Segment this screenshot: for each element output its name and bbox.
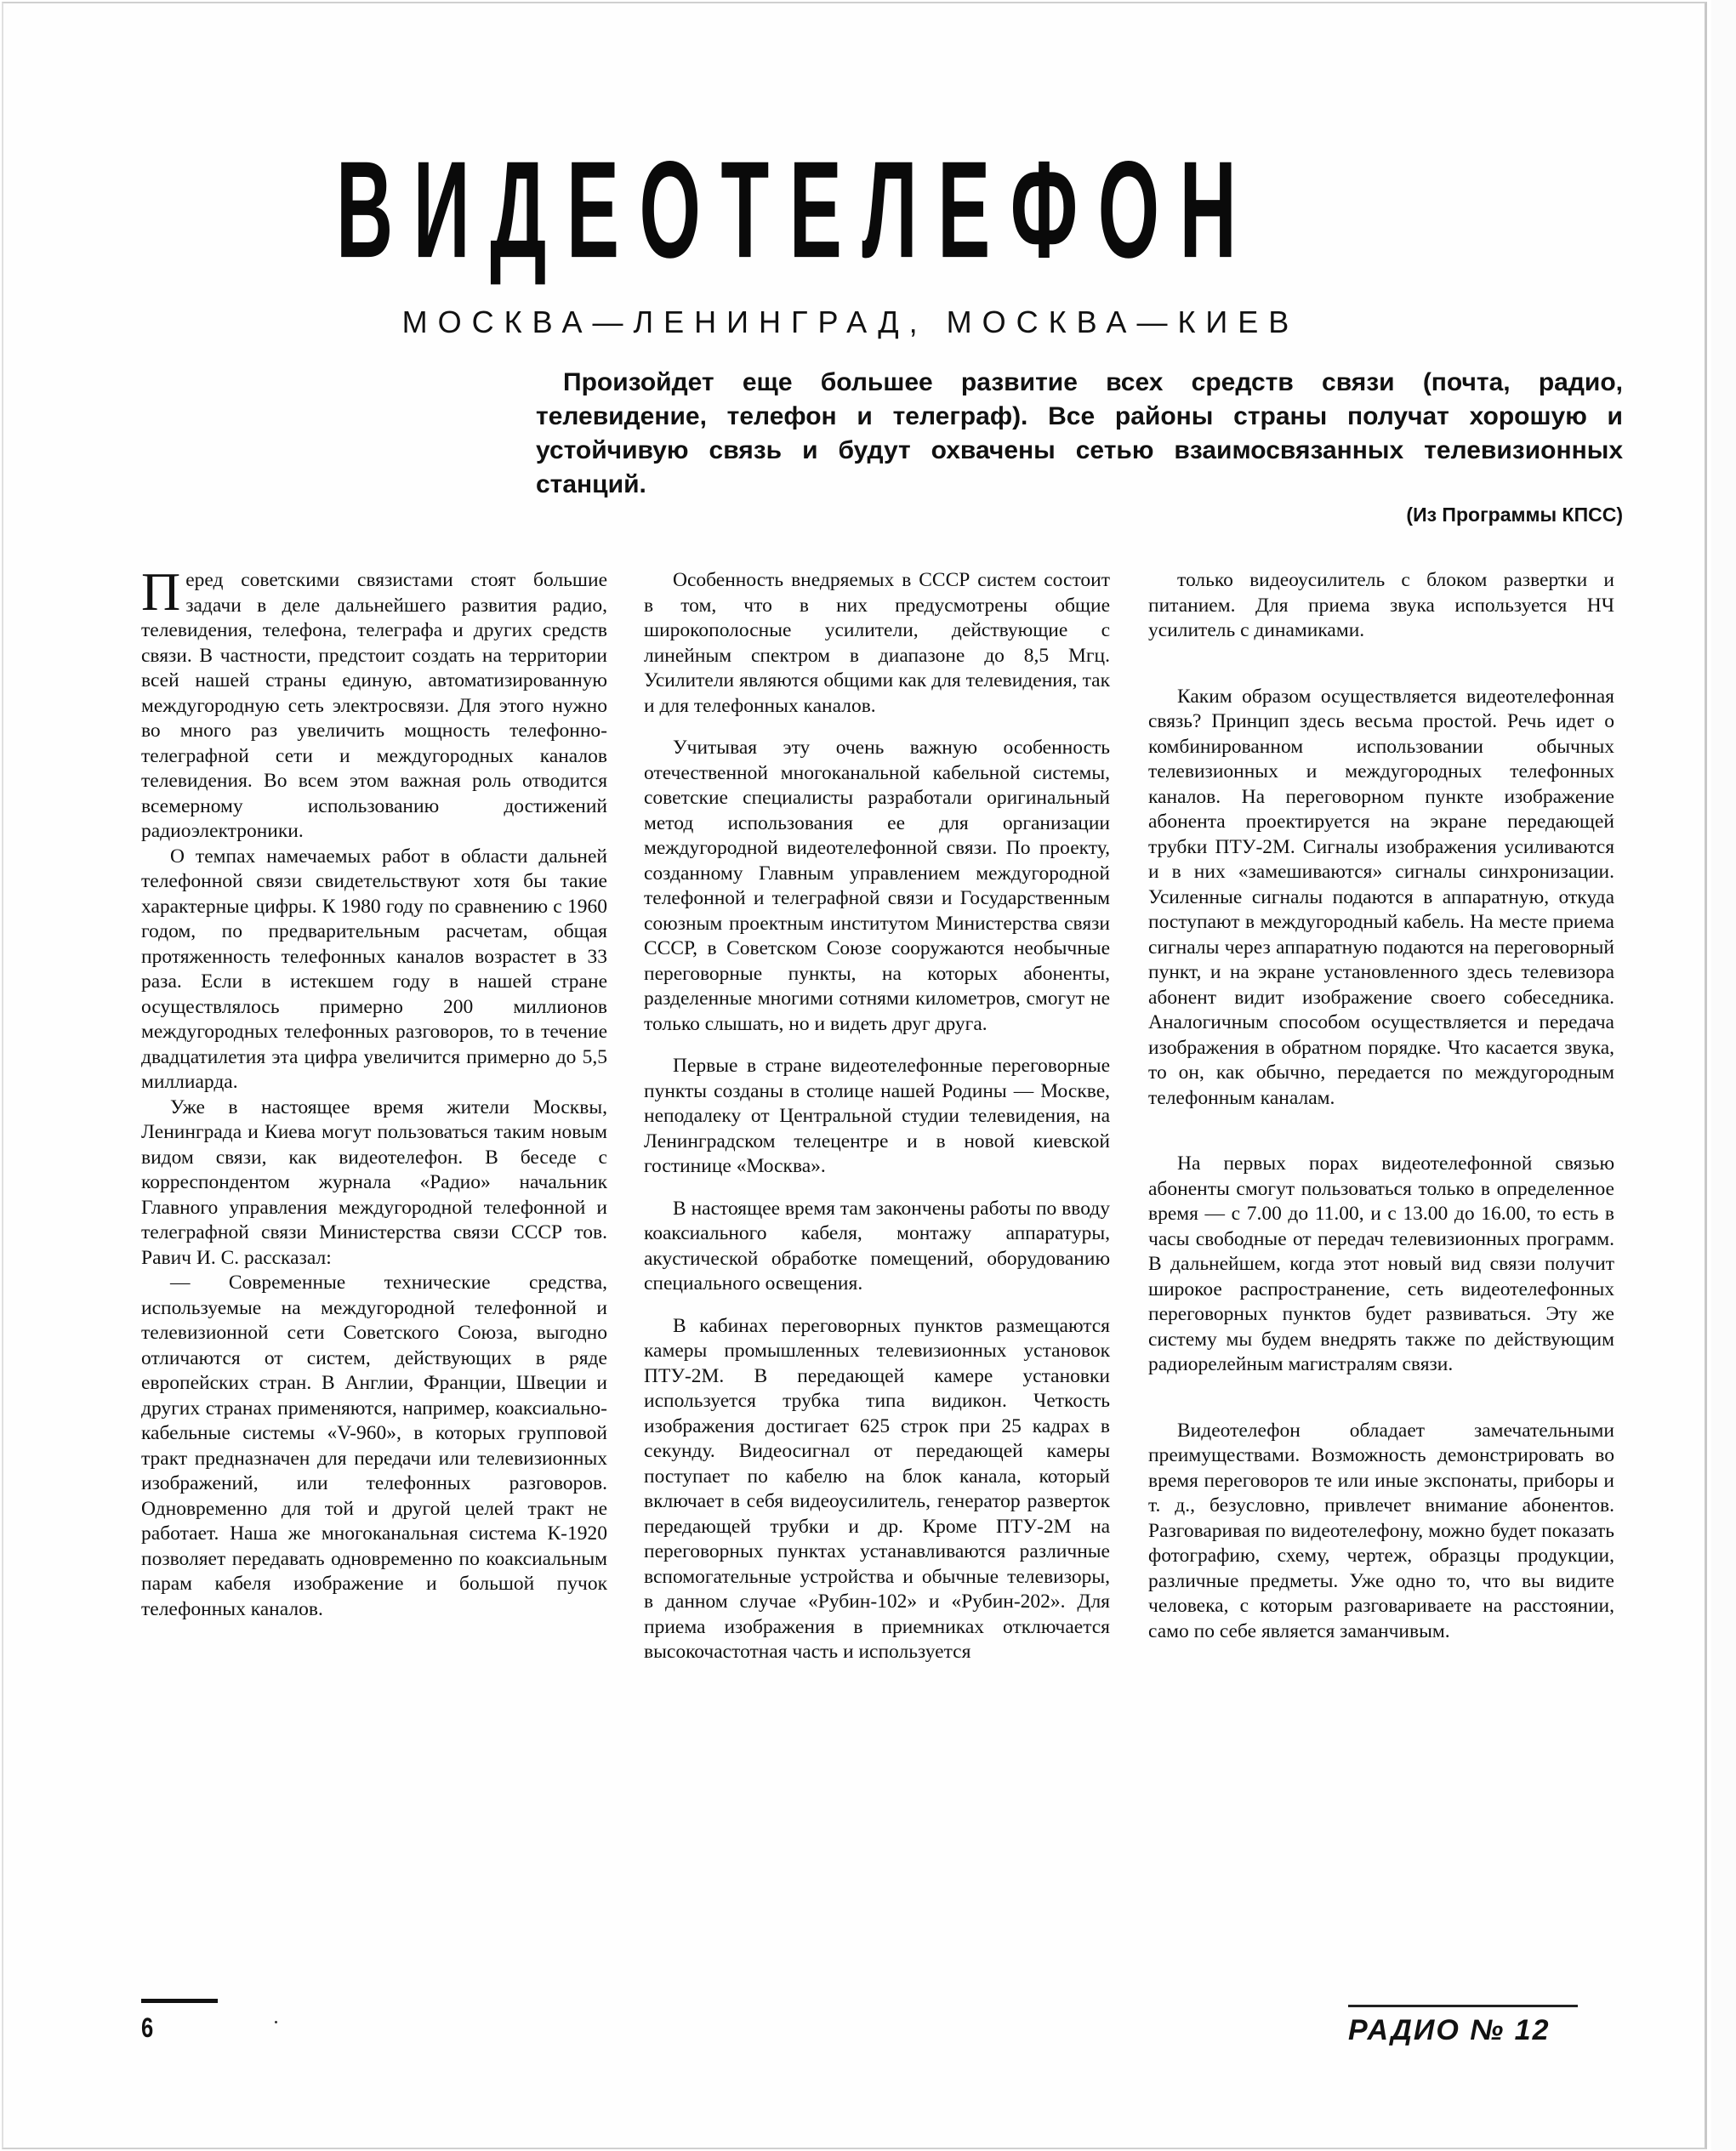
paragraph: Видеотелефон обладает замечательными преимуществами. Возможность демонстрировать во время переговоров те или иные экспонаты, приборы и т. д., безусловно, привлечет внимание абонентов. Разговаривая по видеотелефону, можно будет показать фотографию, схему, чертеж, образцы продукции, различные предметы. Уже одно то, что вы видите человека, с которым разговариваете на расстоянии, само по себе является заманчивым. xyxy=(1148,1419,1614,1642)
text-column-1 xyxy=(141,561,607,1622)
paragraph: О темпах намечаемых работ в области дальней телефонной связи свидетельствуют хотя бы такие характерные цифры. К 1980 году по сравнению с 1960 годом, по предварительным расчетам, общая протяженность телефонных каналов возрастет в 33 раза. Если в истекшем году в нашей стране осуществлялось примерно 200 миллионов междугородных телефонных разговоров, то в течение двадцатилетия эта цифра увеличится примерно до 5,5 миллиарда. xyxy=(141,845,607,1093)
paragraph: только видеоусилитель с блоком развертки и питанием. Для приема звука используется НЧ усилитель с динамиками. xyxy=(1148,569,1614,641)
paragraph: В кабинах переговорных пунктов размещаются камеры промышленных телевизионных установок ПТУ-2М. В передающей камере установки используется трубка типа видикон. Четкость изображения достигает 625 строк при 25 кадрах в секунду. Видеосигнал от передающей камеры поступает по кабелю на блок канала, который включает в себя видеоусилитель, генератор разверток передающей трубки и др. Кроме ПТУ-2М на переговорных пунктах устанавливаются различные вспомогательные устройства и обычные телевизоры, в данном случае «Рубин-102» и «Рубин-202». Для приема изображения в приемниках отключается высокочастотная часть и используется xyxy=(644,1314,1110,1663)
title-container xyxy=(336,132,1459,289)
paragraph: Каким образом осуществляется видеотелефонная связь? Принцип здесь весьма простой. Речь идет о комбинированном использовании обычных телевизионных и междугородных телефонных каналов. На переговорном пункте изображение абонента проектируется на экране передающей трубки ПТУ-2М. Сигналы изображения усиливаются и в них «замешиваются» сигналы синхронизации. Усиленные сигналы подаются в аппаратную, откуда поступают в междугородный кабель. На месте приема сигналы через аппаратную подаются на переговорный пункт, и на экране установленного здесь телевизора абонент видит изображение своего собеседника. Аналогичным способом осуществляется и передача изображения в обратном порядке. Что касается звука, то он, как обычно, передается по междугородным телефонным каналам. xyxy=(1148,685,1614,1109)
paragraph: Особенность внедряемых в СССР систем состоит в том, что в них предусмотрены общие широкополосные усилители, действующие с линейным спектром в диапазоне до 8,5 Мгц. Усилители являются общими как для телевидения, так и для телефонных каналов. xyxy=(644,569,1110,717)
paragraph: В настоящее время там закончены работы по вводу коаксиального кабеля, монтажу аппаратуры, акустической обработке помещений, оборудованию специального освещения. xyxy=(644,1197,1110,1295)
paragraph: Первые в стране видеотелефонные переговорные пункты созданы в столице нашей Родины — Москве, неподалеку от Центральной студии телевидения, на Ленинградском телецентре и в новой киевской гостинице «Москва». xyxy=(644,1055,1110,1177)
article-title: ВИДЕОТЕЛЕФОН xyxy=(336,132,1257,287)
paragraph xyxy=(141,561,607,845)
text-column-2 xyxy=(644,568,1110,1665)
paragraph-text: еред советскими связистами стоят большие задачи в деле дальнейшего развития радио, телевидения, телефона, телеграфа и других средств связи. В частности, предстоит создать на территории всей нашей страны единую, автоматизированную междугородную сеть электросвязи. Для этого нужно во много раз увеличить мощность телефонно-телеграфной сети и междугородных каналов телевидения. Во всем этом важная роль отводится всемерному использованию достижений радиоэлектроники. xyxy=(141,569,607,842)
magazine-issue-label: РАДИО № 12 xyxy=(1348,2014,1551,2046)
epigraph-source: (Из Программы КПСС) xyxy=(1406,504,1623,526)
scan-speck xyxy=(275,2021,277,2023)
drop-cap: П xyxy=(141,561,181,622)
page-gutter xyxy=(1711,0,1736,2151)
text-column-3 xyxy=(1148,568,1614,1644)
page-number: 6 xyxy=(141,2012,154,2043)
paragraph: Учитывая эту очень важную особенность отечественной многоканальной кабельной системы, советские специалисты разработали оригинальный метод использования ее для организации междугородной видеотелефонной связи. По проекту, созданному Главным управлением междугородной телефонной и телеграфной связи и Государственным союзным проектным институтом Министерства связи СССР, в Советском Союзе сооружаются необычные переговорные пункты, на которых абоненты, разделенные многими сотнями километров, смогут не только слышать, но и видеть друг друга. xyxy=(644,737,1110,1035)
article-subtitle: МОСКВА—ЛЕНИНГРАД, МОСКВА—КИЕВ xyxy=(401,304,1300,339)
footer-rule-right xyxy=(1348,2005,1578,2007)
paragraph: — Современные технические средства, используемые на междугородной телефонной и телевизионной сети Советского Союза, выгодно отличаются от систем, действующих в ряде европейских стран. В Англии, Франции, Швеции и других странах применяются, например, коаксиально-кабельные системы «V-960», в которых групповой тракт предназначен для передачи или телевизионных изображений, или телефонных разговоров. Одновременно для той и другой целей тракт не работает. Наша же многоканальная система К-1920 позволяет передавать одновременно по коаксиальным парам кабеля изображение и большой пучок телефонных каналов. xyxy=(141,1272,607,1620)
footer-rule-left xyxy=(141,1999,218,2003)
paragraph: Уже в настоящее время жители Москвы, Ленинграда и Киева могут пользоваться таким новым видом связи, как видеотелефон. В беседе с корреспондентом журнала «Радио» начальник Главного управления междугородной телефонной и телеграфной связи Министерства связи СССР тов. Равич И. С. рассказал: xyxy=(141,1095,607,1269)
epigraph-quote: Произойдет еще большее развитие всех средств связи (почта, радио, телевидение, телефон и телеграф). Все районы страны получат хорошую и устойчивую связь и будут охвачены сетью взаимосвязанных телевизионных станций. xyxy=(536,368,1623,498)
paragraph: На первых порах видеотелефонной связью абоненты смогут пользоваться только в определенное время — с 7.00 до 11.00, и с 13.00 до 16.00, то есть в часы свободные от передач телевизионных программ. В дальнейшем, когда этот новый вид связи получит широкое распространение, сеть видеотелефонных переговорных пунктов будет развиваться. Эту же систему мы будем внедрять также по действующим радиорелейным магистралям связи. xyxy=(1148,1152,1614,1375)
